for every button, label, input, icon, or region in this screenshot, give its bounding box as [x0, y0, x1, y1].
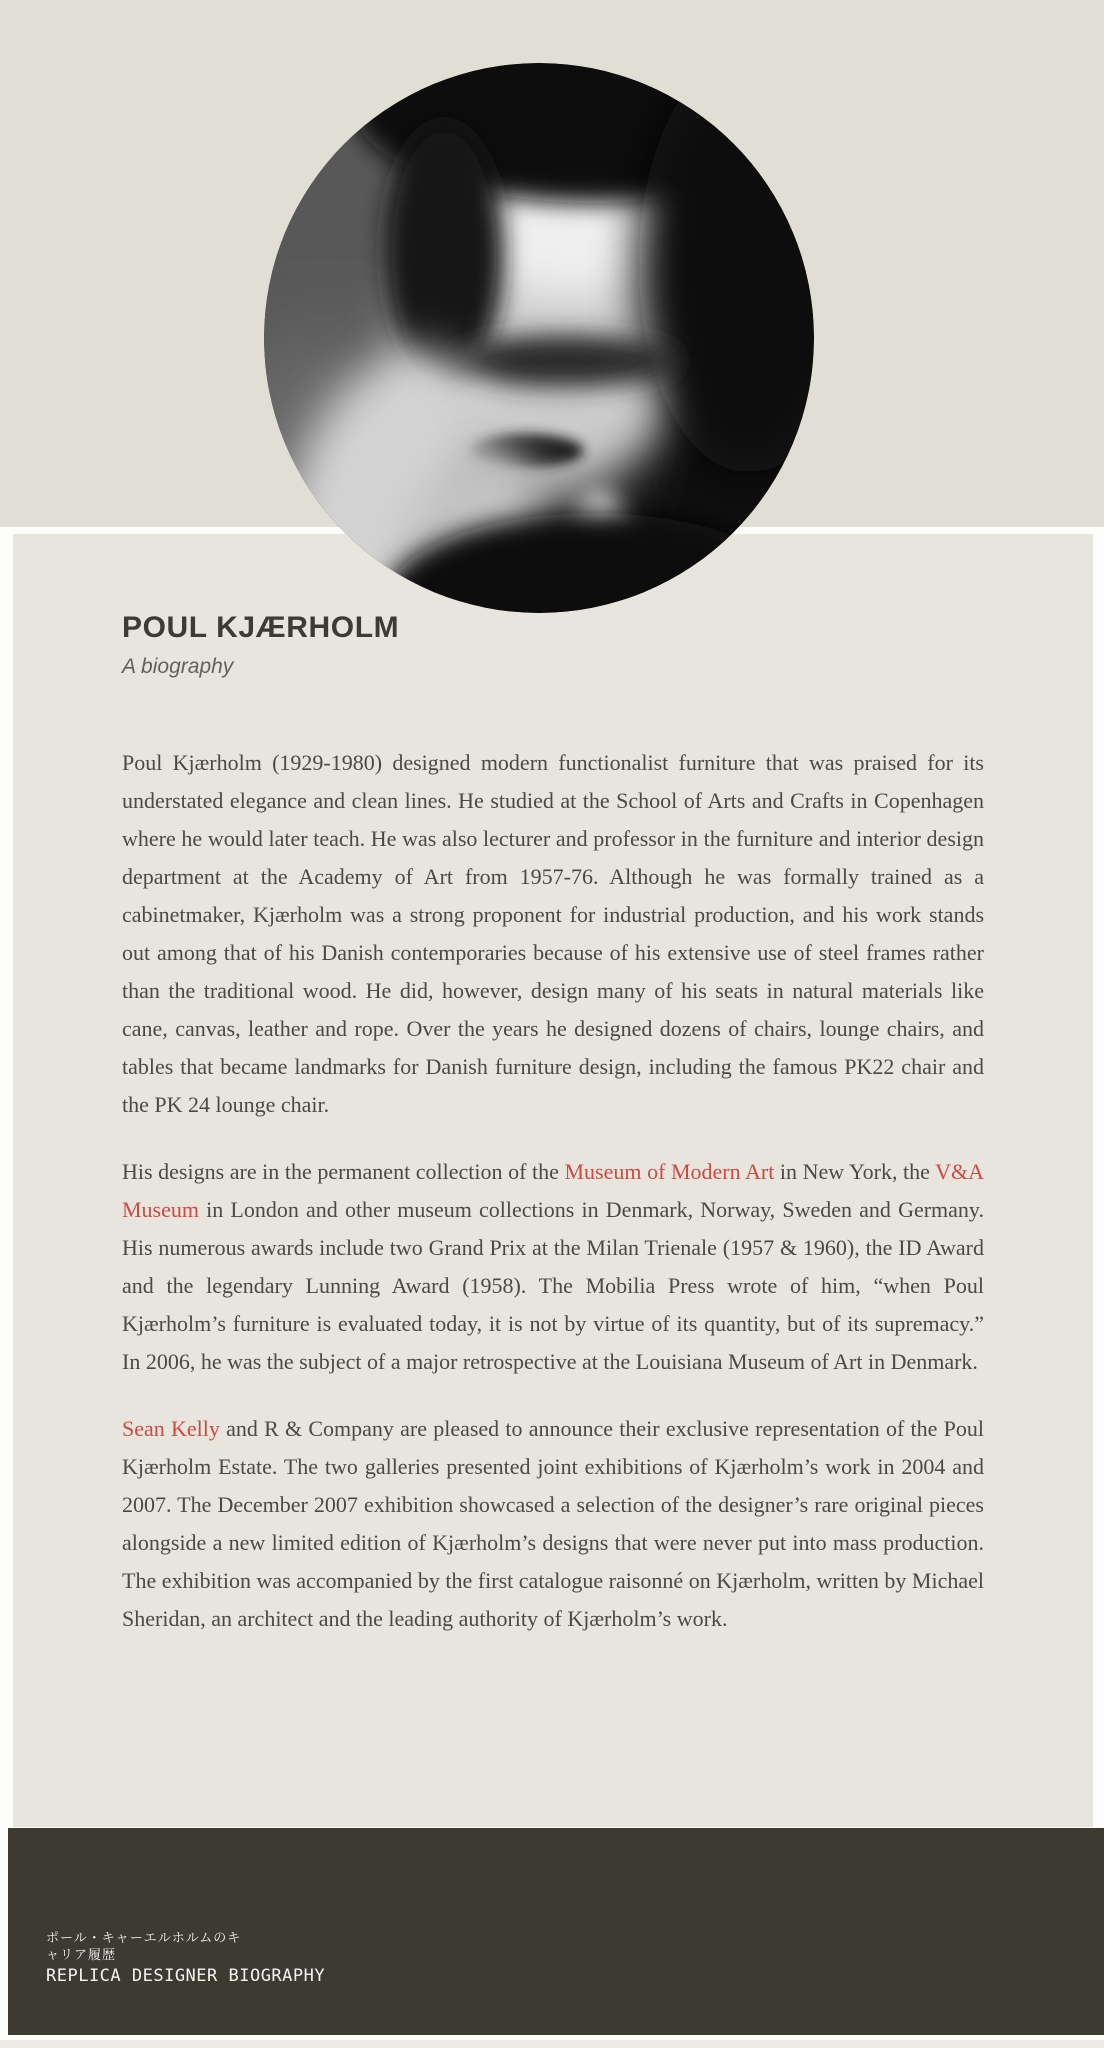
- bio-paragraph: [122, 744, 984, 1124]
- link-museum-of-modern-art[interactable]: Museum of Modern Art: [564, 1159, 775, 1184]
- text-segment: and R & Company are pleased to announce their exclusive representation of the Poul Kjærholm Estate. The two galleries presented joint exhibitions of Kjærholm’s work in 2004 and 2007. The December 2007 exhibition showcased a selection of the designer’s rare original pieces alongside a new limited edition of Kjærholm’s designs that were never put into mass production. The exhibition was accompanied by the first catalogue raisonné on Kjærholm, written by Michael Sheridan, an architect and the leading authority of Kjærholm’s work.: [122, 1416, 984, 1631]
- footer-japanese-caption-line1: ポール・キャーエルホルムのキ: [46, 1931, 242, 1946]
- footer-text-block: [46, 1930, 325, 1986]
- portrait-illustration: [264, 63, 814, 613]
- poul-kjaerholm-portrait-photo: [264, 63, 814, 613]
- bottom-edge-strip: [0, 2040, 1104, 2048]
- biography-text: [122, 744, 984, 1638]
- page-title: POUL KJÆRHOLM: [122, 611, 400, 644]
- text-segment: in London and other museum collections in Denmark, Norway, Sweden and Germany. His numerous awards include two Grand Prix at the Milan Trienale (1957 & 1960), the ID Award and the legendary Lunning Award (1958). The Mobilia Press wrote of him, “when Poul Kjærholm’s furniture is evaluated today, it is not by virtue of its quantity, but of its supremacy.” In 2006, he was the subject of a major retrospective at the Louisiana Museum of Art in Denmark.: [122, 1197, 984, 1374]
- bio-paragraph: [122, 1153, 984, 1381]
- page-subtitle: A biography: [122, 655, 234, 678]
- footer-section-label: REPLICA DESIGNER BIOGRAPHY: [46, 1966, 326, 1986]
- link-v-a-museum[interactable]: V&A Museum: [122, 1159, 984, 1222]
- footer-japanese-caption-line2: ャリア履歴: [46, 1948, 117, 1963]
- bio-paragraph: [122, 1410, 984, 1638]
- link-sean-kelly[interactable]: Sean Kelly: [122, 1416, 220, 1441]
- text-segment: His designs are in the permanent collection of the: [122, 1159, 565, 1184]
- text-segment: Poul Kjærholm (1929-1980) designed modern functionalist furniture that was praised for its understated elegance and clean lines. He studied at the School of Arts and Crafts in Copenhagen where he would later teach. He was also lecturer and professor in the furniture and interior design department at the Academy of Art from 1957-76. Although he was formally trained as a cabinetmaker, Kjærholm was a strong proponent for industrial production, and his work stands out among that of his Danish contemporaries because of his extensive use of steel frames rather than the traditional wood. He did, however, design many of his seats in natural materials like cane, canvas, leather and rope. Over the years he designed dozens of chairs, lounge chairs, and tables that became landmarks for Danish furniture design, including the famous PK22 chair and the PK 24 lounge chair.: [122, 750, 984, 1117]
- footer: [8, 1828, 1104, 2035]
- text-segment: in New York, the: [774, 1159, 936, 1184]
- biography-card: [13, 534, 1093, 1827]
- biography-card-content: [122, 534, 984, 1667]
